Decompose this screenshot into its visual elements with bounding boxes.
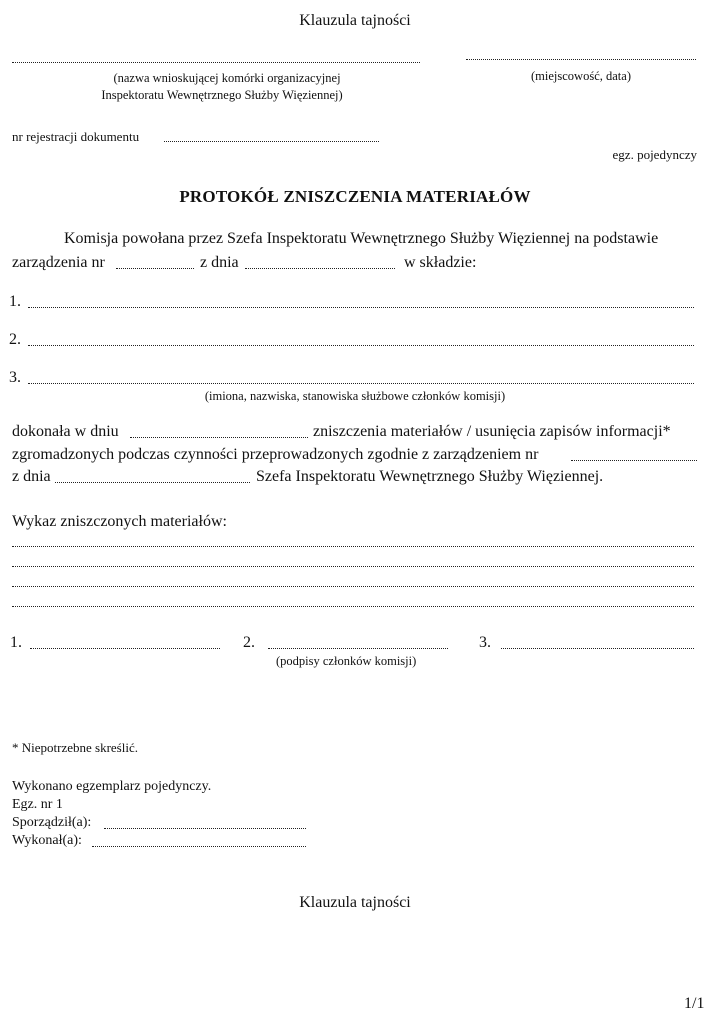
procedure-order-date-field[interactable] xyxy=(55,482,250,483)
materials-line-4[interactable] xyxy=(12,606,694,607)
member-3-field[interactable] xyxy=(28,383,694,384)
copy-number: Egz. nr 1 xyxy=(12,797,63,812)
signature-2-field[interactable] xyxy=(268,648,448,649)
member-1-number: 1. xyxy=(9,293,21,310)
intro-line2-label-b: z dnia xyxy=(200,254,239,271)
member-2-field[interactable] xyxy=(28,345,694,346)
action-line3-label-a: z dnia xyxy=(12,468,51,485)
member-1-field[interactable] xyxy=(28,307,694,308)
order-number-field[interactable] xyxy=(116,268,194,269)
executed-by-field[interactable] xyxy=(92,846,306,847)
procedure-order-number-field[interactable] xyxy=(571,460,697,461)
order-date-field[interactable] xyxy=(245,268,395,269)
action-line2-label: zgromadzonych podczas czynności przeprowadzonych zgodnie z zarządzeniem nr xyxy=(12,446,539,463)
copies-note: Wykonano egzemplarz pojedynczy. xyxy=(12,779,212,794)
action-line1-label-a: dokonała w dniu xyxy=(12,423,119,440)
action-line3-label-b: Szefa Inspektoratu Wewnętrznego Służby Więziennej. xyxy=(256,468,604,485)
action-line1-label-b: zniszczenia materiałów / usunięcia zapisów informacji* xyxy=(313,423,671,440)
place-date-caption: (miejscowość, data) xyxy=(531,69,631,83)
page-number: 1/1 xyxy=(684,995,705,1012)
footnote: * Niepotrzebne skreślić. xyxy=(12,740,138,755)
unit-name-field[interactable] xyxy=(12,62,420,63)
members-caption: (imiona, nazwiska, stanowiska służbowe członków komisji) xyxy=(204,389,506,403)
materials-heading: Wykaz zniszczonych materiałów: xyxy=(12,513,227,530)
document-title: PROTOKÓŁ ZNISZCZENIA MATERIAŁÓW xyxy=(179,187,531,206)
materials-line-1[interactable] xyxy=(12,546,694,547)
destruction-date-field[interactable] xyxy=(130,437,308,438)
unit-caption-line2: Inspektoratu Wewnętrznego Służby Więziennej) xyxy=(101,88,343,102)
prepared-by-label: Sporządził(a): xyxy=(12,815,92,830)
intro-line2-label-c: w składzie: xyxy=(404,254,477,271)
materials-line-2[interactable] xyxy=(12,566,694,567)
member-2-number: 2. xyxy=(9,331,21,348)
prepared-by-field[interactable] xyxy=(104,828,306,829)
place-date-field[interactable] xyxy=(466,59,696,60)
classification-header: Klauzula tajności xyxy=(299,12,411,29)
signature-1-number: 1. xyxy=(10,634,22,651)
classification-footer: Klauzula tajności xyxy=(299,894,411,911)
unit-caption-line1: (nazwa wnioskującej komórki organizacyjnej xyxy=(113,71,341,85)
signature-3-field[interactable] xyxy=(501,648,694,649)
intro-line1: Komisja powołana przez Szefa Inspektoratu Wewnętrznego Służby Więziennej na podstawie xyxy=(64,230,659,247)
registration-number-field[interactable] xyxy=(164,141,379,142)
materials-line-3[interactable] xyxy=(12,586,694,587)
signature-2-number: 2. xyxy=(243,634,255,651)
signature-3-number: 3. xyxy=(479,634,491,651)
executed-by-label: Wykonał(a): xyxy=(12,833,82,848)
intro-line2-label-a: zarządzenia nr xyxy=(12,254,105,271)
signature-1-field[interactable] xyxy=(30,648,220,649)
registration-label: nr rejestracji dokumentu xyxy=(12,129,140,144)
signatures-caption: (podpisy członków komisji) xyxy=(276,654,417,668)
copy-label: egz. pojedynczy xyxy=(612,147,697,162)
member-3-number: 3. xyxy=(9,369,21,386)
